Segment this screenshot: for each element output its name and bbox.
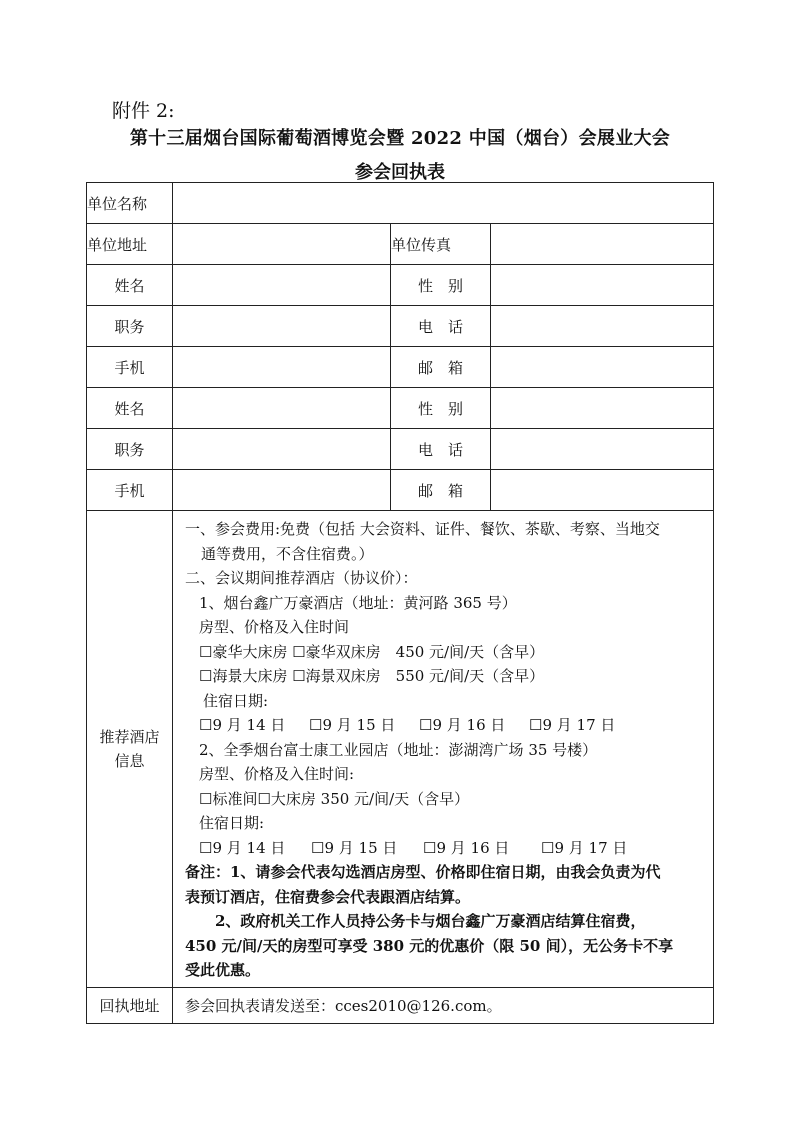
- unit-address-field[interactable]: [173, 224, 391, 265]
- hotel-2-name: 2、全季烟台富士康工业园店（地址：澎湖湾广场 35 号楼）: [199, 740, 598, 759]
- attendee-1-position-label: 职务: [87, 306, 173, 347]
- hotel-1-name: 1、烟台鑫广万豪酒店（地址：黄河路 365 号）: [199, 593, 517, 612]
- attendee-1-gender-label: 性 别: [391, 265, 491, 306]
- attendee-2-mobile-field[interactable]: [173, 470, 391, 511]
- hotel-1-dates-heading: 住宿日期:: [203, 691, 269, 710]
- attendee-1-gender-field[interactable]: [491, 265, 714, 306]
- attendee-2-phone-field[interactable]: [491, 429, 714, 470]
- attendee-2-phone-label: 电 话: [391, 429, 491, 470]
- attendee-1-mobile-row: [87, 347, 714, 388]
- hotel-info-content: [173, 511, 714, 988]
- attendee-2-gender-field[interactable]: [491, 388, 714, 429]
- registration-form-table: [86, 182, 714, 1024]
- hotel-1-date-checkbox[interactable]: ☐9 月 17 日: [529, 716, 616, 734]
- unit-address-label: 单位地址: [87, 224, 173, 265]
- hotel-2-date-checkbox[interactable]: ☐9 月 15 日: [311, 838, 398, 857]
- unit-fax-label: 单位传真: [391, 224, 491, 265]
- attendee-1-phone-label: 电 话: [391, 306, 491, 347]
- unit-fax-field[interactable]: [491, 224, 714, 265]
- hotel-2-date-checkbox[interactable]: ☐9 月 16 日: [423, 838, 510, 857]
- attendee-2-position-label: 职务: [87, 429, 173, 470]
- attendee-2-name-row: [87, 388, 714, 429]
- hotel-2-dates-heading: 住宿日期:: [199, 814, 265, 832]
- attendee-2-mobile-row: [87, 470, 714, 511]
- note-line-3: 2、政府机关工作人员持公务卡与烟台鑫广万豪酒店结算住宿费，: [185, 912, 646, 930]
- note-line-5: 受此优惠。: [185, 961, 261, 979]
- attendee-1-mobile-label: 手机: [87, 347, 173, 388]
- unit-address-row: [87, 224, 714, 265]
- attendee-1-name-row: [87, 265, 714, 306]
- hotel-info-label-line1: 推荐酒店: [99, 727, 160, 746]
- attendee-2-email-label: 邮 箱: [391, 470, 491, 511]
- attendee-2-position-row: [87, 429, 714, 470]
- unit-name-field[interactable]: [173, 183, 714, 224]
- attendee-1-name-field[interactable]: [173, 265, 391, 306]
- hotel-1-date-checkbox[interactable]: ☐9 月 15 日: [309, 716, 396, 734]
- attendee-1-email-field[interactable]: [491, 347, 714, 388]
- return-address-text: 参会回执表请发送至：cces2010@126.com。: [173, 987, 714, 1023]
- hotel-2-date-checkbox[interactable]: ☐9 月 14 日: [199, 838, 286, 857]
- hotel-1-rooms-option-1[interactable]: ☐豪华大床房 ☐豪华双床房 450 元/间/天（含早）: [199, 642, 545, 661]
- attendee-2-position-field[interactable]: [173, 429, 391, 470]
- note-line-2: 表预订酒店，住宿费参会代表跟酒店结算。: [185, 887, 471, 906]
- document-title: 第十三届烟台国际葡萄酒博览会暨 2022 中国（烟台）会展业大会: [129, 128, 671, 149]
- hotel-1-rooms-heading: 房型、价格及入住时间: [199, 618, 350, 636]
- attendee-2-name-field[interactable]: [173, 388, 391, 429]
- hotel-2-date-checkbox[interactable]: ☐9 月 17 日: [541, 838, 628, 857]
- hotels-heading: 二、会议期间推荐酒店（协议价）：: [185, 569, 418, 587]
- fee-line-1: 一、参会费用:免费（包括 大会资料、证件、餐饮、茶歇、考察、当地交: [185, 520, 660, 538]
- attendee-2-name-label: 姓名: [87, 388, 173, 429]
- attendee-1-name-label: 姓名: [87, 265, 173, 306]
- attendee-1-mobile-field[interactable]: [173, 347, 391, 388]
- hotel-1-rooms-option-2[interactable]: ☐海景大床房 ☐海景双床房 550 元/间/天（含早）: [199, 667, 545, 685]
- unit-name-row: [87, 183, 714, 224]
- note-line-4: 450 元/间/天的房型可享受 380 元的优惠价（限 50 间），无公务卡不享: [185, 936, 674, 955]
- hotel-2-rooms-option-1[interactable]: ☐标准间☐大床房 350 元/间/天（含早）: [199, 789, 470, 808]
- attendee-2-mobile-label: 手机: [87, 470, 173, 511]
- attendee-1-phone-field[interactable]: [491, 306, 714, 347]
- fee-line-2: 通等费用，不含住宿费。）: [201, 544, 374, 563]
- hotel-2-dates: [185, 836, 705, 861]
- hotel-2-rooms-heading: 房型、价格及入住时间:: [199, 765, 355, 783]
- hotel-info-row: [87, 511, 714, 988]
- attendee-2-gender-label: 性 别: [391, 388, 491, 429]
- hotel-info-label-line2: 信息: [114, 751, 145, 770]
- attachment-label: 附件 2:: [112, 100, 175, 122]
- document-subtitle: 参会回执表: [355, 162, 445, 183]
- attendee-2-email-field[interactable]: [491, 470, 714, 511]
- attendee-1-position-field[interactable]: [173, 306, 391, 347]
- attendee-1-position-row: [87, 306, 714, 347]
- hotel-1-dates: [185, 713, 705, 738]
- return-address-row: [87, 987, 714, 1023]
- hotel-info-label: [87, 511, 173, 988]
- return-address-label: 回执地址: [87, 987, 173, 1023]
- hotel-1-date-checkbox[interactable]: ☐9 月 16 日: [419, 716, 506, 734]
- note-line-1: 备注：1、请参会代表勾选酒店房型、价格即住宿日期，由我会负责为代: [185, 863, 661, 881]
- attendee-1-email-label: 邮 箱: [391, 347, 491, 388]
- hotel-1-date-checkbox[interactable]: ☐9 月 14 日: [199, 716, 286, 734]
- unit-name-label: 单位名称: [87, 183, 173, 224]
